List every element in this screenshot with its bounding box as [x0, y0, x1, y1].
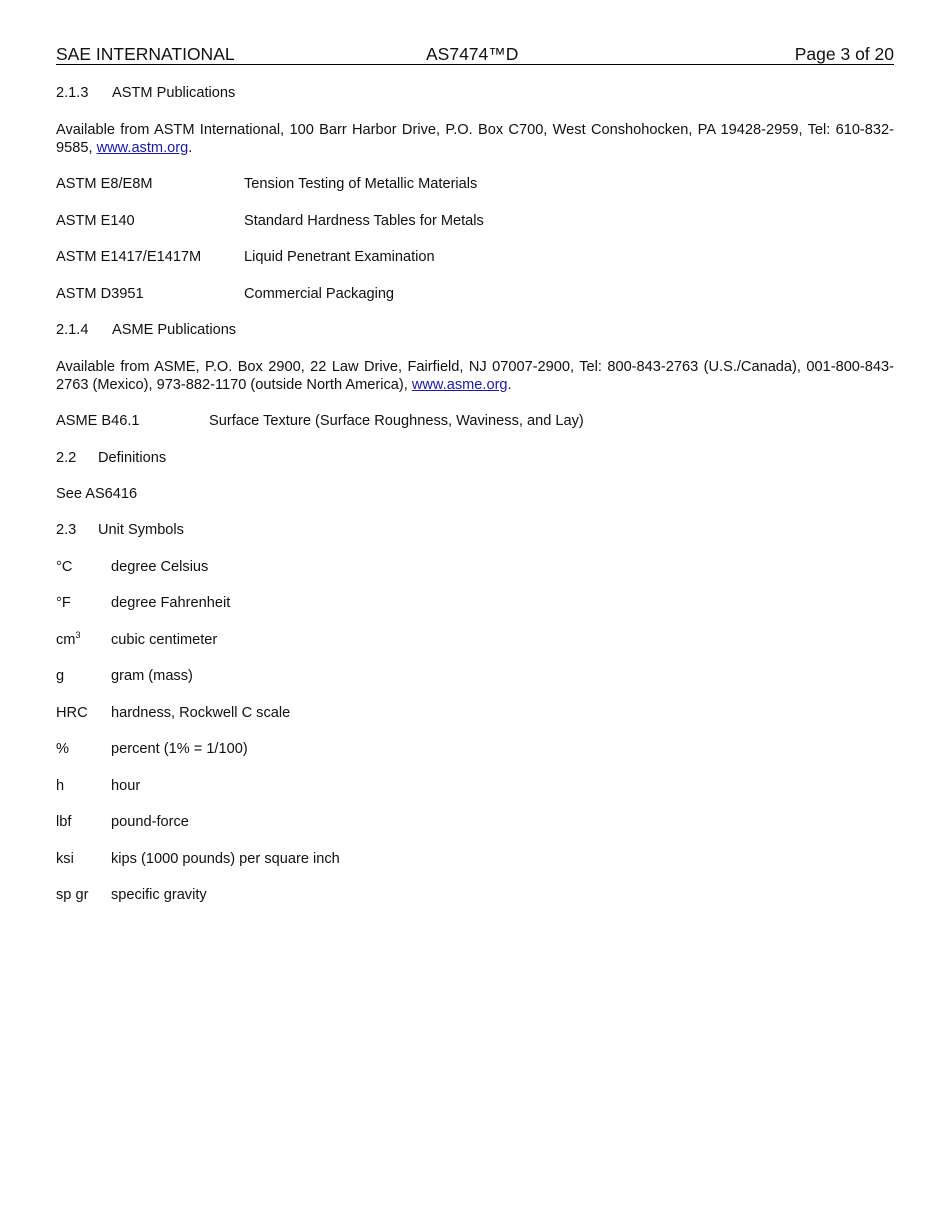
ref-code-astm-d3951: ASTM D3951 — [56, 286, 144, 302]
section-number: 2.1.3 — [56, 85, 89, 101]
asme-availability-text: Available from ASME, P.O. Box 2900, 22 Law Drive, Fairfield, NJ 07007-2900, Tel: 800-843-2763 (U.S./Canada), 001-800-843-2763 (Mexico), 973-882-1170 (outside North America), — [56, 359, 894, 393]
section-number: 2.1.4 — [56, 322, 89, 338]
asme-availability-end: . — [507, 377, 512, 393]
section-22-heading — [56, 449, 166, 467]
astm-availability-end: . — [188, 140, 193, 156]
ref-code-asme-b46: ASME B46.1 — [56, 413, 140, 429]
astm-availability-text: Available from ASTM International, 100 Barr Harbor Drive, P.O. Box C700, West Conshohocken, PA 19428-2959, Tel: 610-832-9585, — [56, 122, 894, 156]
unit-symbol: % — [56, 741, 69, 757]
section-title: ASME Publications — [112, 322, 237, 338]
section-number: 2.3 — [56, 522, 77, 538]
section-214-heading — [56, 321, 236, 339]
unit-definition: degree Fahrenheit — [111, 595, 231, 611]
section-title: Definitions — [98, 450, 167, 466]
unit-definition: degree Celsius — [111, 559, 209, 575]
unit-definition: cubic centimeter — [111, 632, 218, 648]
header-organization: SAE INTERNATIONAL — [56, 44, 235, 64]
astm-availability-paragraph — [56, 121, 894, 157]
ref-title-astm-d3951: Commercial Packaging — [244, 286, 395, 302]
unit-symbol: sp gr — [56, 887, 89, 903]
ref-code-astm-e1417: ASTM E1417/E1417M — [56, 249, 202, 265]
ref-title-asme-b46: Surface Texture (Surface Roughness, Waviness, and Lay) — [209, 413, 584, 429]
unit-symbol: HRC — [56, 705, 88, 721]
definitions-text: See AS6416 — [56, 486, 138, 502]
section-title: ASTM Publications — [112, 85, 236, 101]
unit-definition: hardness, Rockwell C scale — [111, 705, 291, 721]
ref-title-astm-e8: Tension Testing of Metallic Materials — [244, 176, 478, 192]
section-23-heading — [56, 521, 184, 539]
unit-symbol-cubic — [56, 631, 80, 649]
section-number: 2.2 — [56, 450, 77, 466]
unit-symbol: ksi — [56, 851, 74, 867]
unit-definition: percent (1% = 1/100) — [111, 741, 248, 757]
ref-code-astm-e140: ASTM E140 — [56, 213, 135, 229]
header-document-number: AS7474™D — [426, 44, 519, 64]
unit-symbol: g — [56, 668, 65, 684]
unit-definition: kips (1000 pounds) per square inch — [111, 851, 340, 867]
ref-title-astm-e140: Standard Hardness Tables for Metals — [244, 213, 484, 229]
page-header — [56, 44, 894, 65]
unit-symbol: cm — [56, 632, 76, 648]
section-title: Unit Symbols — [98, 522, 184, 538]
unit-definition: specific gravity — [111, 887, 207, 903]
ref-title-astm-e1417: Liquid Penetrant Examination — [244, 249, 435, 265]
section-213-heading — [56, 84, 235, 102]
ref-code-astm-e8: ASTM E8/E8M — [56, 176, 153, 192]
astm-website-link[interactable]: www.astm.org — [96, 140, 189, 156]
unit-symbol: °F — [56, 595, 71, 611]
unit-definition: pound-force — [111, 814, 189, 830]
unit-symbol: h — [56, 778, 65, 794]
unit-superscript: 3 — [75, 630, 81, 640]
unit-symbol: lbf — [56, 814, 72, 830]
asme-website-link[interactable]: www.asme.org — [411, 377, 508, 393]
unit-symbol: °C — [56, 559, 73, 575]
unit-definition: gram (mass) — [111, 668, 193, 684]
asme-availability-paragraph — [56, 358, 894, 394]
unit-definition: hour — [111, 778, 141, 794]
header-page-number: Page 3 of 20 — [794, 44, 894, 64]
